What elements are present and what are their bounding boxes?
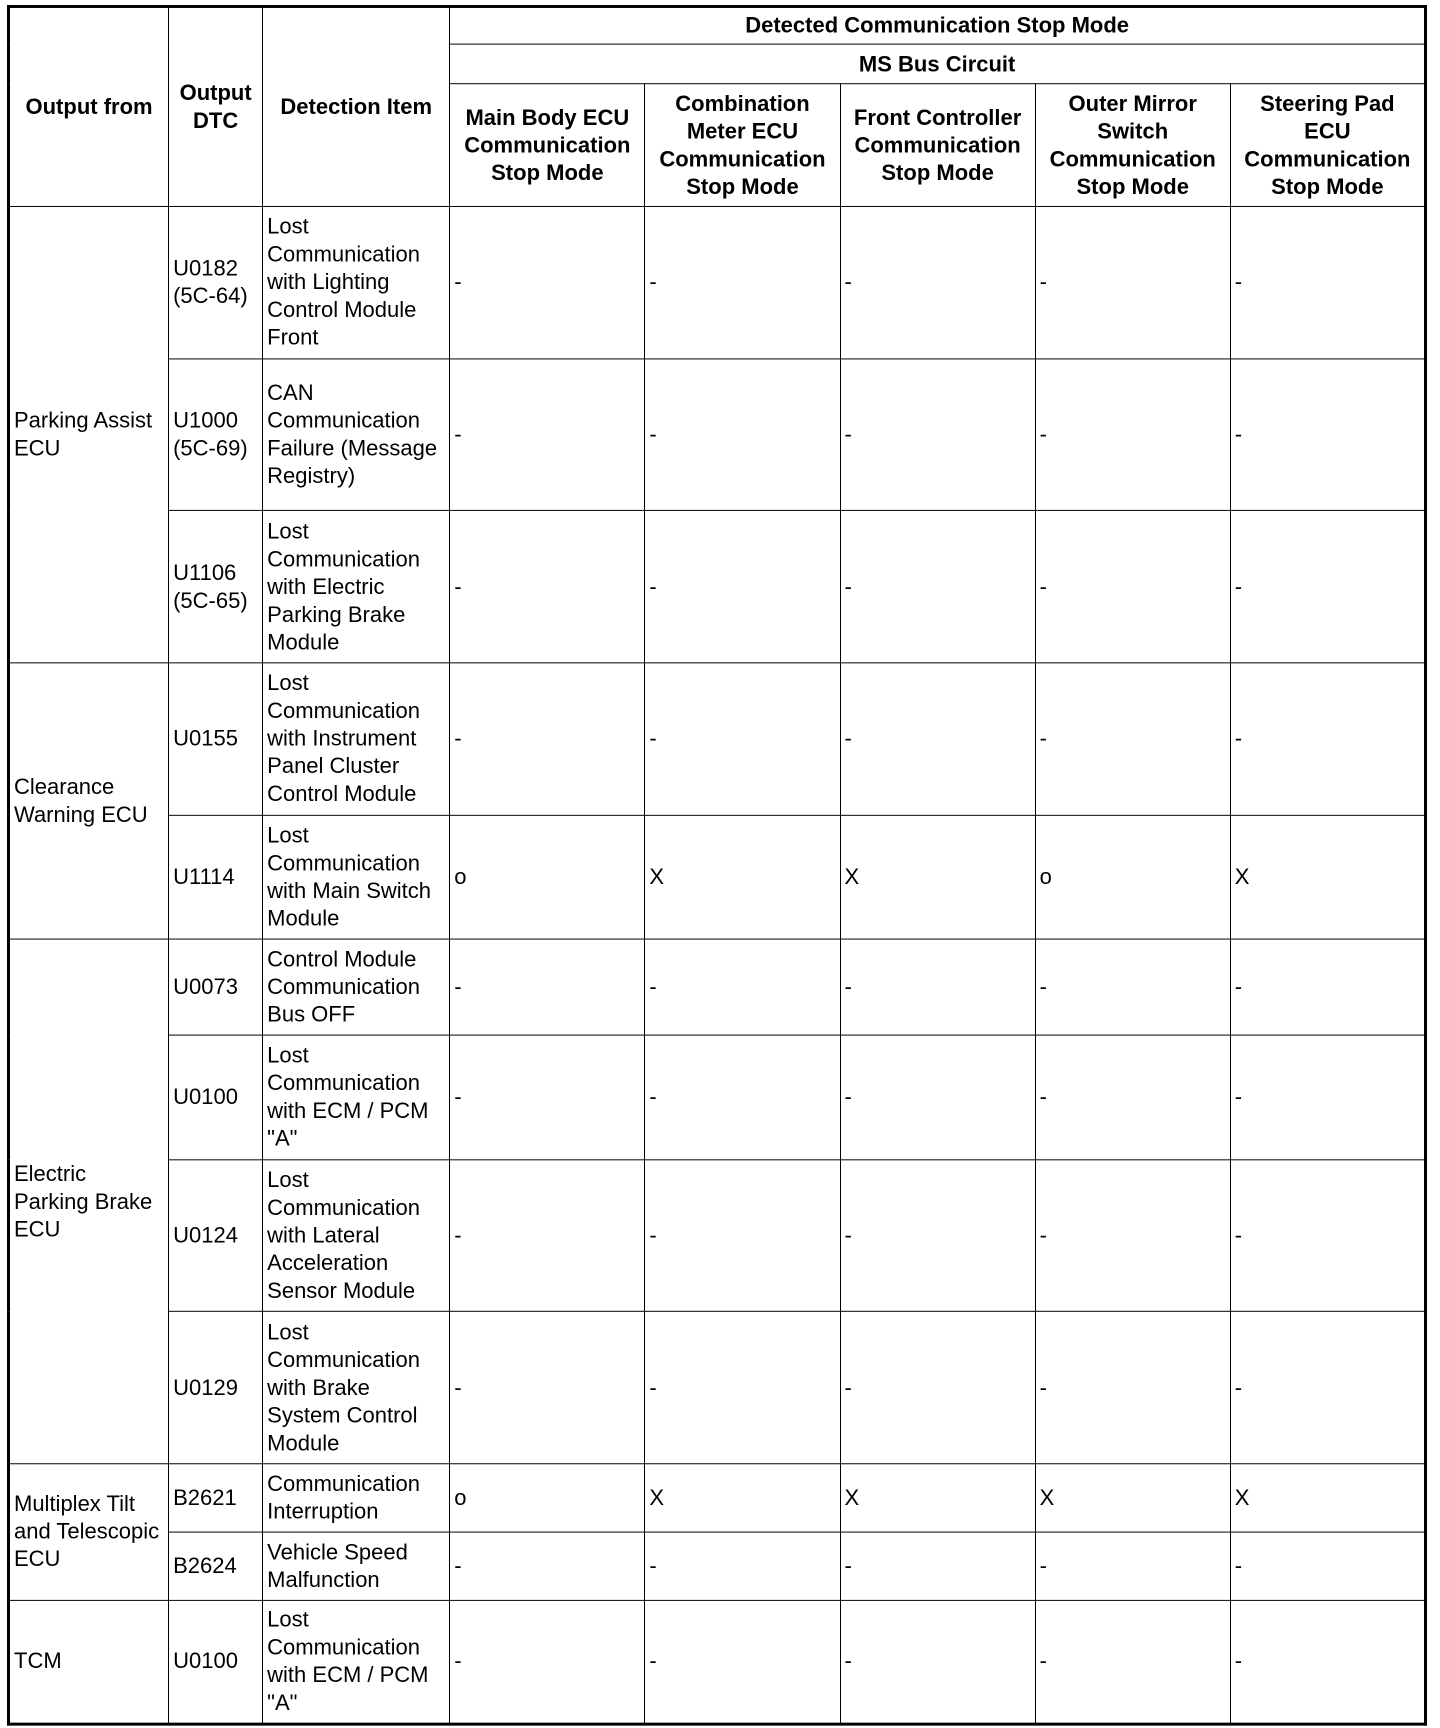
dtc-cell: U1106 (5C-65) [169,511,263,663]
mode-value-cell: - [1035,939,1230,1035]
header-mode: Main Body ECU Communication Stop Mode [450,84,645,207]
mode-value-cell: - [1035,511,1230,663]
mode-value-cell: - [840,359,1035,511]
table-row [9,511,1426,663]
mode-value-cell: X [1230,815,1425,939]
mode-value-cell: - [1230,1600,1425,1724]
table-row [9,1159,1426,1311]
detection-item-cell: Lost Communication with Brake System Control Module [263,1312,450,1464]
detection-item-cell: Lost Communication with ECM / PCM "A" [263,1035,450,1159]
mode-value-cell: - [1230,1532,1425,1600]
detection-item-cell: Lost Communication with Lateral Acceleration Sensor Module [263,1159,450,1311]
table-row [9,815,1426,939]
mode-value-cell: - [840,1532,1035,1600]
mode-value-cell: - [450,206,645,358]
mode-value-cell: - [1230,939,1425,1035]
mode-value-cell: - [1230,511,1425,663]
dtc-cell: U0182 (5C-64) [169,206,263,358]
mode-value-cell: - [1230,1159,1425,1311]
mode-value-cell: X [1035,1464,1230,1532]
mode-value-cell: - [1035,206,1230,358]
mode-value-cell: - [450,1600,645,1724]
mode-value-cell: - [1035,1532,1230,1600]
detection-item-cell: CAN Communication Failure (Message Registry) [263,359,450,511]
mode-value-cell: X [840,815,1035,939]
output-from-cell: Multiplex Tilt and Telescopic ECU [9,1464,169,1600]
mode-value-cell: - [840,939,1035,1035]
dtc-cell: U0124 [169,1159,263,1311]
mode-value-cell: - [450,1532,645,1600]
mode-value-cell: - [450,663,645,815]
mode-value-cell: - [645,1159,840,1311]
mode-value-cell: - [1230,1312,1425,1464]
output-from-cell: Electric Parking Brake ECU [9,939,169,1464]
mode-value-cell: - [840,663,1035,815]
mode-value-cell: - [1230,206,1425,358]
header-output-dtc: Output DTC [169,6,263,206]
mode-value-cell: X [1230,1464,1425,1532]
mode-value-cell: X [840,1464,1035,1532]
table-row [9,206,1426,358]
mode-value-cell: - [645,1312,840,1464]
mode-value-cell: - [840,511,1035,663]
mode-value-cell: - [1230,663,1425,815]
mode-value-cell: - [1035,1312,1230,1464]
dtc-cell: U0100 [169,1600,263,1724]
header-bus-circuit: MS Bus Circuit [450,44,1426,84]
detection-item-cell: Lost Communication with Lighting Control Module Front [263,206,450,358]
mode-value-cell: - [1035,1035,1230,1159]
detection-item-cell: Lost Communication with Electric Parking Brake Module [263,511,450,663]
table-row [9,663,1426,815]
table-row [9,939,1426,1035]
dtc-cell: B2621 [169,1464,263,1532]
mode-value-cell: o [1035,815,1230,939]
mode-value-cell: - [840,1312,1035,1464]
header-output-from: Output from [9,6,169,206]
table-row [9,1035,1426,1159]
dtc-cell: B2624 [169,1532,263,1600]
header-mode: Steering Pad ECU Communication Stop Mode [1230,84,1425,207]
mode-value-cell: - [1035,1159,1230,1311]
mode-value-cell: - [645,939,840,1035]
mode-value-cell: o [450,815,645,939]
dtc-cell: U0155 [169,663,263,815]
table-row [9,1464,1426,1532]
output-from-cell: Clearance Warning ECU [9,663,169,939]
mode-value-cell: X [645,1464,840,1532]
mode-value-cell: - [645,1532,840,1600]
output-from-cell: TCM [9,1600,169,1724]
header-detection-item: Detection Item [263,6,450,206]
output-from-cell: Parking Assist ECU [9,206,169,662]
dtc-table [7,5,1427,1726]
mode-value-cell: - [450,939,645,1035]
mode-value-cell: - [1035,359,1230,511]
mode-value-cell: - [450,1159,645,1311]
mode-value-cell: - [450,1312,645,1464]
header-detected-mode: Detected Communication Stop Mode [450,6,1426,44]
mode-value-cell: - [450,1035,645,1159]
mode-value-cell: - [645,206,840,358]
detection-item-cell: Lost Communication with ECM / PCM "A" [263,1600,450,1724]
dtc-cell: U1000 (5C-69) [169,359,263,511]
header-mode: Combination Meter ECU Communication Stop Mode [645,84,840,207]
mode-value-cell: - [1230,1035,1425,1159]
mode-value-cell: - [450,511,645,663]
table-row [9,1532,1426,1600]
detection-item-cell: Control Module Communication Bus OFF [263,939,450,1035]
table-row [9,359,1426,511]
detection-item-cell: Vehicle Speed Malfunction [263,1532,450,1600]
mode-value-cell: - [645,359,840,511]
mode-value-cell: - [1035,663,1230,815]
table-row [9,1600,1426,1724]
table-row [9,1312,1426,1464]
mode-value-cell: - [840,1035,1035,1159]
mode-value-cell: - [450,359,645,511]
header-mode: Outer Mirror Switch Communication Stop Mode [1035,84,1230,207]
dtc-cell: U0100 [169,1035,263,1159]
mode-value-cell: - [840,1600,1035,1724]
detection-item-cell: Lost Communication with Main Switch Module [263,815,450,939]
mode-value-cell: - [645,663,840,815]
mode-value-cell: X [645,815,840,939]
detection-item-cell: Communication Interruption [263,1464,450,1532]
header-mode: Front Controller Communication Stop Mode [840,84,1035,207]
mode-value-cell: - [1035,1600,1230,1724]
mode-value-cell: o [450,1464,645,1532]
mode-value-cell: - [1230,359,1425,511]
dtc-cell: U0073 [169,939,263,1035]
mode-value-cell: - [645,1035,840,1159]
table-body [9,206,1426,1724]
mode-value-cell: - [840,1159,1035,1311]
mode-value-cell: - [840,206,1035,358]
table-header [9,6,1426,206]
mode-value-cell: - [645,1600,840,1724]
detection-item-cell: Lost Communication with Instrument Panel Cluster Control Module [263,663,450,815]
dtc-cell: U1114 [169,815,263,939]
dtc-cell: U0129 [169,1312,263,1464]
mode-value-cell: - [645,511,840,663]
